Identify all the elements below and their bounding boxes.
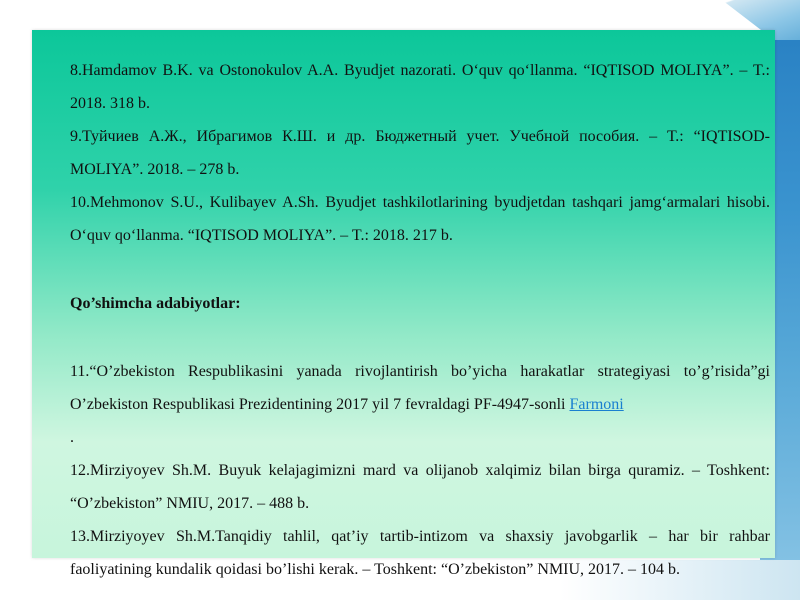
reference-item-8: 8.Hamdamov B.K. va Ostonokulov A.A. Byudjet nazorati. O‘quv qo‘llanma. “IQTISOD MOLIYA”. – T.: 2018. 318 b.	[70, 62, 770, 112]
reference-item-10: 10.Mehmonov S.U., Kulibayev A.Sh. Byudjet tashkilotlarining byudjetdan tashqari jamg‘armalari hisobi. O‘quv qo‘llanma. “IQTISOD MOLIYA”. – T.: 2018. 217 b.	[70, 194, 770, 244]
spacer	[70, 252, 770, 287]
reference-item-9: 9.Туйчиев А.Ж., Ибрагимов К.Ш. и др. Бюджетный учет. Учебной пособия. – Т.: “IQTISOD-MOLIYA”. 2018. – 278 b.	[70, 128, 770, 178]
reference-item-12: 12.Mirziyoyev Sh.M. Buyuk kelajagimizni mard va olijanob xalqimiz bilan birga quramiz. – Toshkent: “O’zbekiston” NMIU, 2017. – 488 b.	[70, 462, 770, 512]
spacer	[70, 320, 770, 355]
farmoni-link[interactable]: Farmoni	[569, 396, 624, 413]
slide-panel	[32, 30, 775, 578]
reference-item-13: 13.Mirziyoyev Sh.M.Tanqidiy tahlil, qat’iy tartib-intizom va shaxsiy javobgarlik – har bir rahbar faoliyatining kundalik qoidasi bo’lishi kerak. – Toshkent: “O’zbekiston” NMIU, 2017. – 104 b.	[70, 528, 770, 578]
slide-content	[70, 54, 770, 586]
reference-item-11-text: 11.“O’zbekiston Respublikasini yanada rivojlantirish bo’yicha harakatlar strategiyasi to’g’risida”gi O’zbekiston Respublikasi Prezidentining 2017 yil 7 fevraldagi PF-4947-sonli	[70, 363, 770, 413]
additional-literature-heading: Qo’shimcha adabiyotlar:	[70, 295, 241, 312]
reference-item-11-end: .	[70, 429, 74, 446]
reference-item-11	[70, 355, 770, 454]
